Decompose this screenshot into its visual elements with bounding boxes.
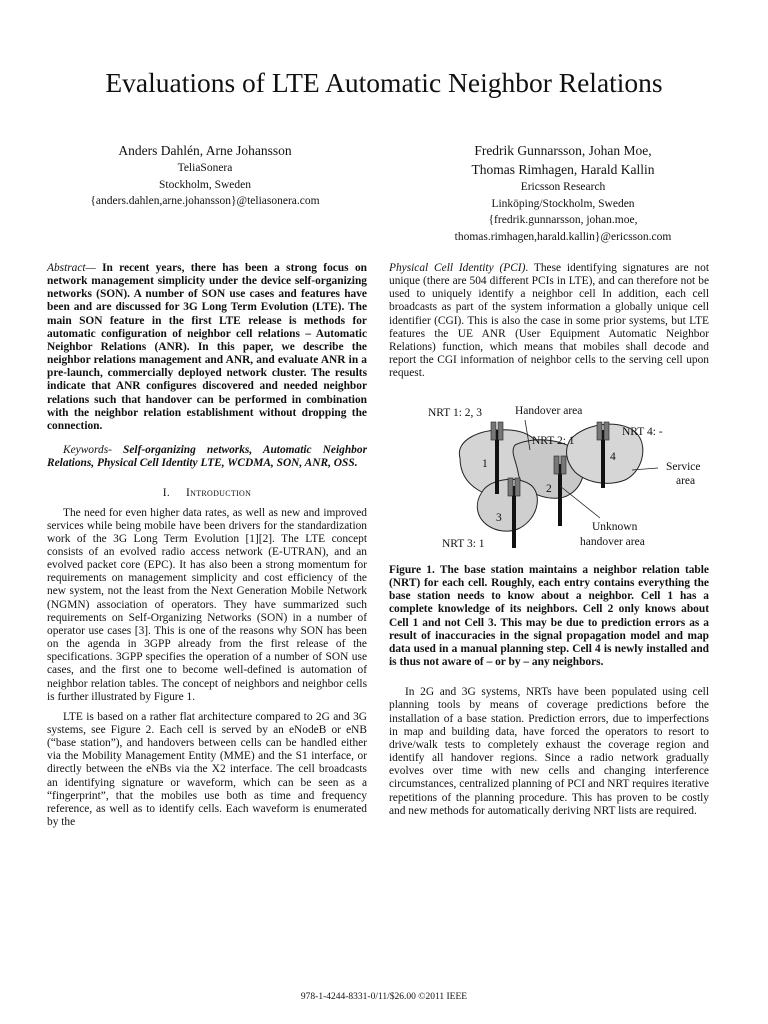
right-paragraph-1 xyxy=(389,262,709,380)
section-number: I. xyxy=(162,487,171,500)
left-column xyxy=(47,262,367,829)
keywords xyxy=(47,444,367,470)
right-column-top xyxy=(389,262,709,380)
cell-1-label: 1 xyxy=(482,458,488,470)
right-column-bottom xyxy=(389,564,709,818)
email-left: {anders.dahlen,arne.johansson}@teliasonera.com xyxy=(90,195,320,207)
author-block-left xyxy=(60,141,350,210)
unknown-handover-pointer xyxy=(560,486,600,518)
abstract xyxy=(47,262,367,433)
email-right-2: thomas.rimhagen,harald.kallin}@ericsson.com xyxy=(454,230,672,243)
keywords-lead: Keywords- xyxy=(63,444,112,457)
intro-paragraph-1: The need for even higher data rates, as well as new and improved services while being mobile have been drivers for the standardization work of the 3G Long Term Evolution [1][2]. The LTE concept consists of an evolved radio access network (E-UTRAN), and an evolved packet core (EPC). It has also been a strong momentum for requirements on management simplicity and cost efficiency of the new system, not the least from the Next Generation Mobile Network (NGMN) association of operators. They have summarized such requirements on Self-Organizing Networks (SON) in a number of operator use cases [3]. This is one of the reasons why SON has been on the agenda in 3GPP already from the first release of the specifications. 3GPP specifies the operation of a number of SON use cases, and the first one to become well-defined is automation of neighbor relation tables. The concept of neighbors and neighbor cells is further illustrated by Figure 1. xyxy=(47,506,367,703)
figure-1-caption: Figure 1. The base station maintains a neighbor relation table (NRT) for each cell. Roughly, each entry contains everything the base station needs to know about a neighbor. Cell 1 has a complete knowledge of its neighbors. Cell 2 only knows about Cell 1 and not Cell 3. This may be due to prediction errors as a result of inaccuracies in the signal propagation model and map data used in a manual planning step. Cell 4 is newly installed and is thus not aware of – or by – any neighbors. xyxy=(389,564,709,669)
nrt-4-label: NRT 4: - xyxy=(622,426,663,438)
location-right: Linköping/Stockholm, Sweden xyxy=(491,197,635,210)
handover-area-label: Handover area xyxy=(515,405,583,417)
unknown-label-1: Unknown xyxy=(592,521,638,533)
intro-paragraph-2: LTE is based on a rather flat architecture compared to 2G and 3G systems, see Figure 2. Each cell is served by an eNodeB or eNB (“base station”), and handovers between cells can be handled either via the Mobility Management Entity (MME) and the S1 interface, or directly between the eNBs via the X2 interface. The cell broadcasts an identifying signature or waveform, which can be seen as a “fingerprint”, that the mobiles use both as time and frequency reference, as well as to identify cells. Each waveform is enumerated by the xyxy=(47,710,367,829)
right-paragraph-2: In 2G and 3G systems, NRTs have been populated using cell planning tools by means of coverage predictions before the installation of a base station. Prediction errors, due to imperfections in map and building data, have forced the operators to resort to drive/walk tests to completely exhaust the coverage region and identify all handover regions. Since a radio network gradually evolves over time with new cells and changing interference circumstances, centralized planning of PCI and NRT requires iterative repetitions of the planning procedure. This has proven to be costly and new methods for automatically deriving NRT lists are required. xyxy=(389,686,709,817)
abstract-lead: Abstract— xyxy=(47,262,96,274)
section-title: Introduction xyxy=(185,487,252,500)
keywords-text: Self-organizing networks, Automatic Neighbor Relations, Physical Cell Identity LTE, WCDMA, SON, ANR, OSS. xyxy=(47,444,367,470)
author-names-left: Anders Dahlén, Arne Johansson xyxy=(118,143,292,158)
right-paragraph-1-text: . These identifying signatures are not unique (there are 504 different PCIs in LTE), and can therefore not be used to uniquely identify a neighbor cell In addition, each cell broadcasts as part of the system information a globally unique cell identifier (CGI). This is also the case in some prior systems, but LTE features the UE ANR (User Equipment Automatic Neighbor Relations) function, which means that mobiles shall decode and report the CGI information of neighbor cells to the serving cell upon request. xyxy=(389,262,709,380)
cell-2-label: 2 xyxy=(546,483,552,495)
cell-4-label: 4 xyxy=(610,451,616,463)
author-names-right-2: Thomas Rimhagen, Harald Kallin xyxy=(471,162,655,177)
service-area-label-2: area xyxy=(676,475,696,487)
pci-term: Physical Cell Identity (PCI) xyxy=(389,262,526,274)
affiliation-right: Ericsson Research xyxy=(520,181,606,193)
unknown-label-2: handover area xyxy=(580,536,645,548)
nrt-3-label: NRT 3: 1 xyxy=(442,538,485,550)
section-heading xyxy=(47,487,367,500)
abstract-text: In recent years, there has been a strong focus on network management simplicity under the device self-organizing networks (SON). A number of SON use cases and features have been and are discussed for 3G Long Term Evolution (LTE). The main SON feature in the first LTE release is methods for automatic configuration of neighbor cell relations – Automatic Neighbor Relations (ANR). In this paper, we describe the neighbor relations management and ANR, and evaluate ANR in a pre-launch, commercially deployed network cluster. The results indicate that ANR configures discovered and needed neighbor relations such that handover can be performed in combination with the neighbor relation establishment without dropping the connection. xyxy=(47,262,367,432)
figure-1-diagram xyxy=(420,400,720,558)
nrt-1-label: NRT 1: 2, 3 xyxy=(428,407,483,419)
nrt-2-label: NRT 2: 1 xyxy=(532,435,575,447)
service-area-label-1: Service xyxy=(666,461,701,473)
author-names-right-1: Fredrik Gunnarsson, Johan Moe, xyxy=(474,143,652,158)
cell-3-service-area xyxy=(477,479,537,531)
copyright-footer: 978-1-4244-8331-0/11/$26.00 ©2011 IEEE xyxy=(300,992,468,1002)
location-left: Stockholm, Sweden xyxy=(159,178,251,191)
paper-title: Evaluations of LTE Automatic Neighbor Relations xyxy=(105,67,663,98)
email-right-1: {fredrik.gunnarsson, johan.moe, xyxy=(488,214,638,226)
author-block-right xyxy=(418,141,708,245)
affiliation-left: TeliaSonera xyxy=(177,162,233,174)
cell-3-label: 3 xyxy=(496,512,502,524)
